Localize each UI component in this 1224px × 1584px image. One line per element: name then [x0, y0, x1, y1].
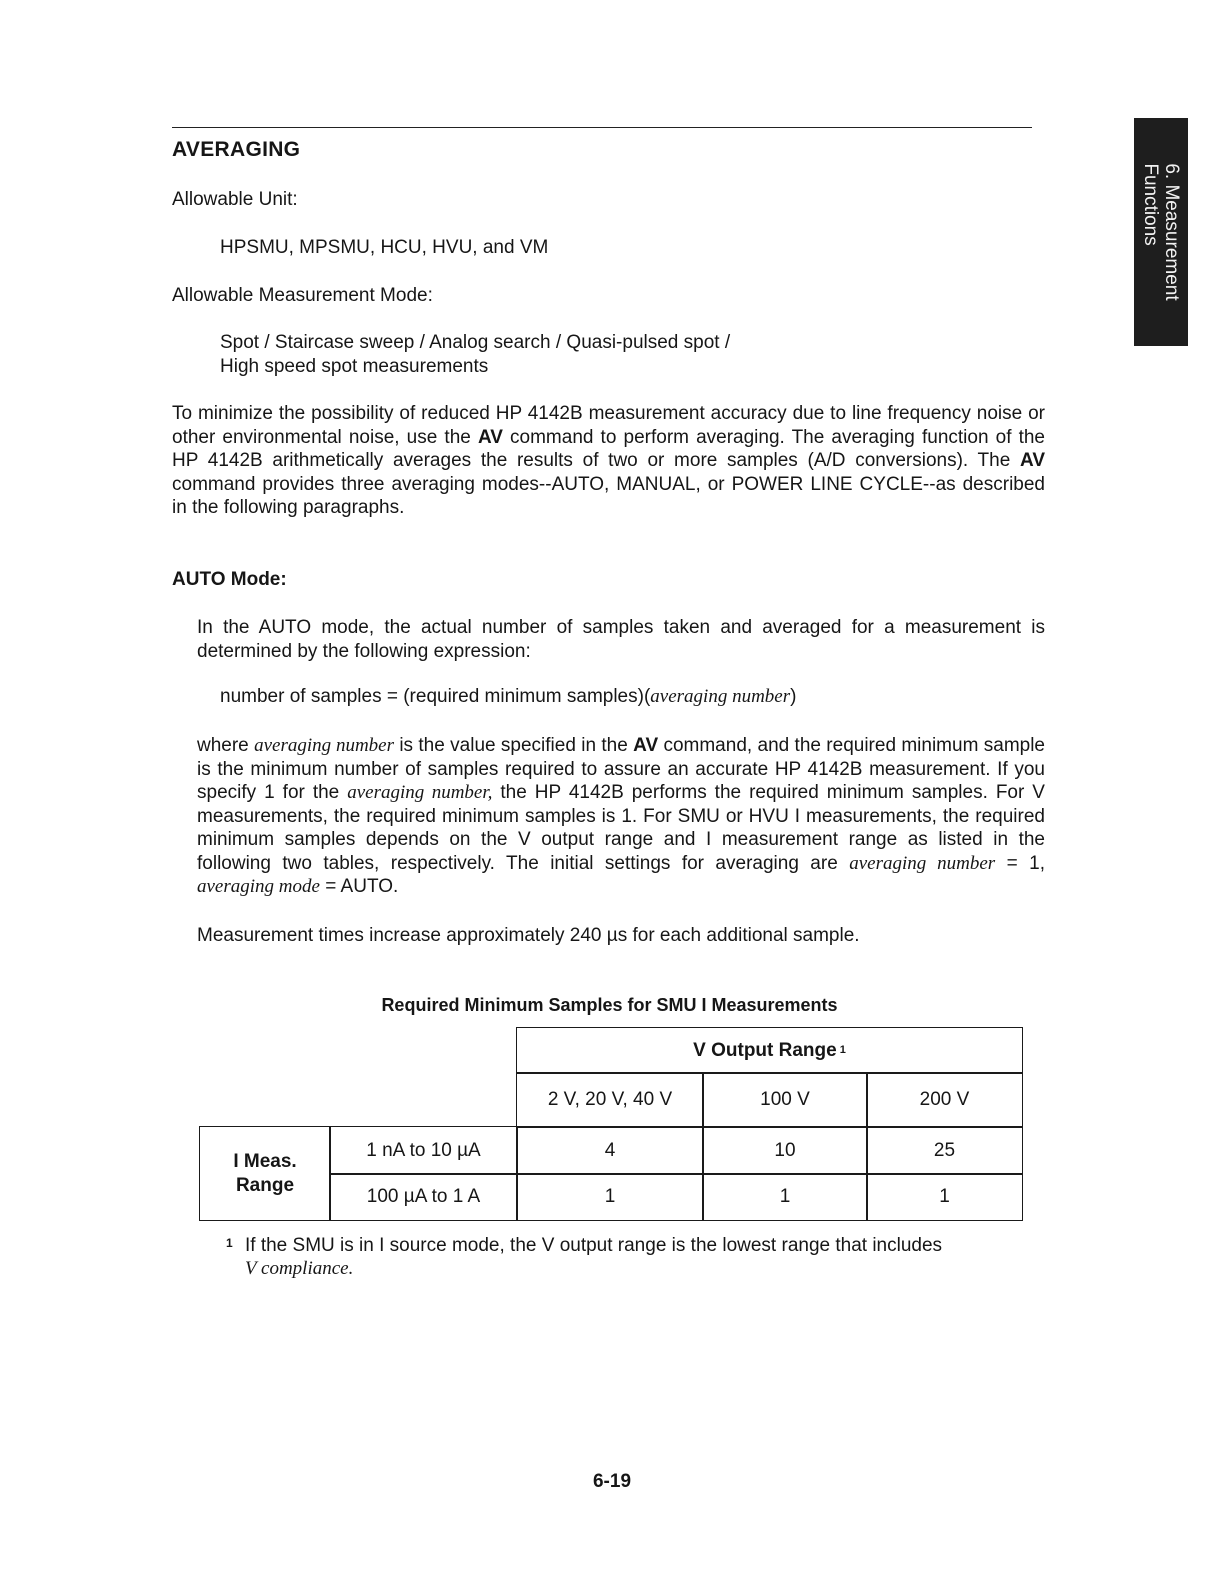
- av-command: AV: [477, 426, 503, 448]
- measurement-time-note: Measurement times increase approximately 240 µs for each additional sample.: [197, 925, 860, 946]
- av-command: AV: [1020, 450, 1045, 471]
- intro-paragraph: To minimize the possibility of reduced HP 4142B measurement accuracy due to line frequency noise or other environmental noise, use the AV command to perform averaging. The averaging function of the HP 4142B arithmetically averages the results of two or more samples (A/D conversions). The AV command provides three averaging modes--AUTO, MANUAL, or POWER LINE CYCLE--as described in the following paragraphs.: [172, 403, 1045, 518]
- allowable-unit-label: Allowable Unit:: [172, 189, 298, 210]
- chapter-tab-line1: 6. Measurement: [1161, 163, 1182, 301]
- range-cell: 100 µA to 1 A: [329, 1173, 518, 1221]
- range-cell: 1 nA to 10 µA: [329, 1126, 518, 1175]
- table-cell: 4: [516, 1126, 704, 1175]
- header-rule: [172, 127, 1032, 128]
- table-cell: 25: [866, 1126, 1023, 1175]
- footnote-text: If the SMU is in I source mode, the V output range is the lowest range that includes: [245, 1235, 943, 1256]
- auto-mode-paragraph: In the AUTO mode, the actual number of samples taken and averaged for a measurement is determined by the following expression:: [197, 617, 1045, 662]
- table-caption: Required Minimum Samples for SMU I Measurements: [381, 995, 838, 1015]
- allowable-unit-value: HPSMU, MPSMU, HCU, HVU, and VM: [220, 237, 549, 258]
- allowable-mode-label: Allowable Measurement Mode:: [172, 285, 433, 306]
- column-header: 2 V, 20 V, 40 V: [516, 1072, 704, 1128]
- auto-mode-heading: AUTO Mode:: [172, 569, 287, 590]
- chapter-tab: [1134, 118, 1188, 346]
- column-header: 200 V: [866, 1072, 1023, 1128]
- chapter-tab-line2: Functions: [1140, 163, 1161, 246]
- page-number: 6-19: [592, 1471, 632, 1492]
- table-cell: 10: [702, 1126, 868, 1175]
- row-group-header: I Meas. Range: [199, 1126, 331, 1221]
- column-header: 100 V: [702, 1072, 868, 1128]
- section-title: AVERAGING: [172, 138, 301, 161]
- averaging-number-paragraph: where averaging number is the value specified in the AV command, and the required minimum sample is the minimum number of samples required to assure an accurate HP 4142B measurement. If you specify 1 for the averaging number, the HP 4142B performs the required minimum samples. For V measurements, the required minimum samples is 1. For SMU or HVU I measurements, the required minimum samples depends on the V output range and I measurement range as listed in the following two tables, respectively. The initial settings for averaging are averaging number = 1, averaging mode = AUTO.: [197, 735, 1046, 897]
- footnote-mark: 1: [226, 1236, 233, 1250]
- sample-formula: number of samples = (required minimum samples)(averaging number): [220, 686, 797, 707]
- table-cell: 1: [702, 1173, 868, 1221]
- allowable-mode-line1: Spot / Staircase sweep / Analog search / Quasi-pulsed spot /: [220, 332, 731, 353]
- allowable-mode-line2: High speed spot measurements: [220, 356, 489, 377]
- footnote-italic: V compliance.: [245, 1258, 354, 1279]
- table-cell: 1: [516, 1173, 704, 1221]
- col-group-header: V Output Range 1: [516, 1027, 1023, 1074]
- table-cell: 1: [866, 1173, 1023, 1221]
